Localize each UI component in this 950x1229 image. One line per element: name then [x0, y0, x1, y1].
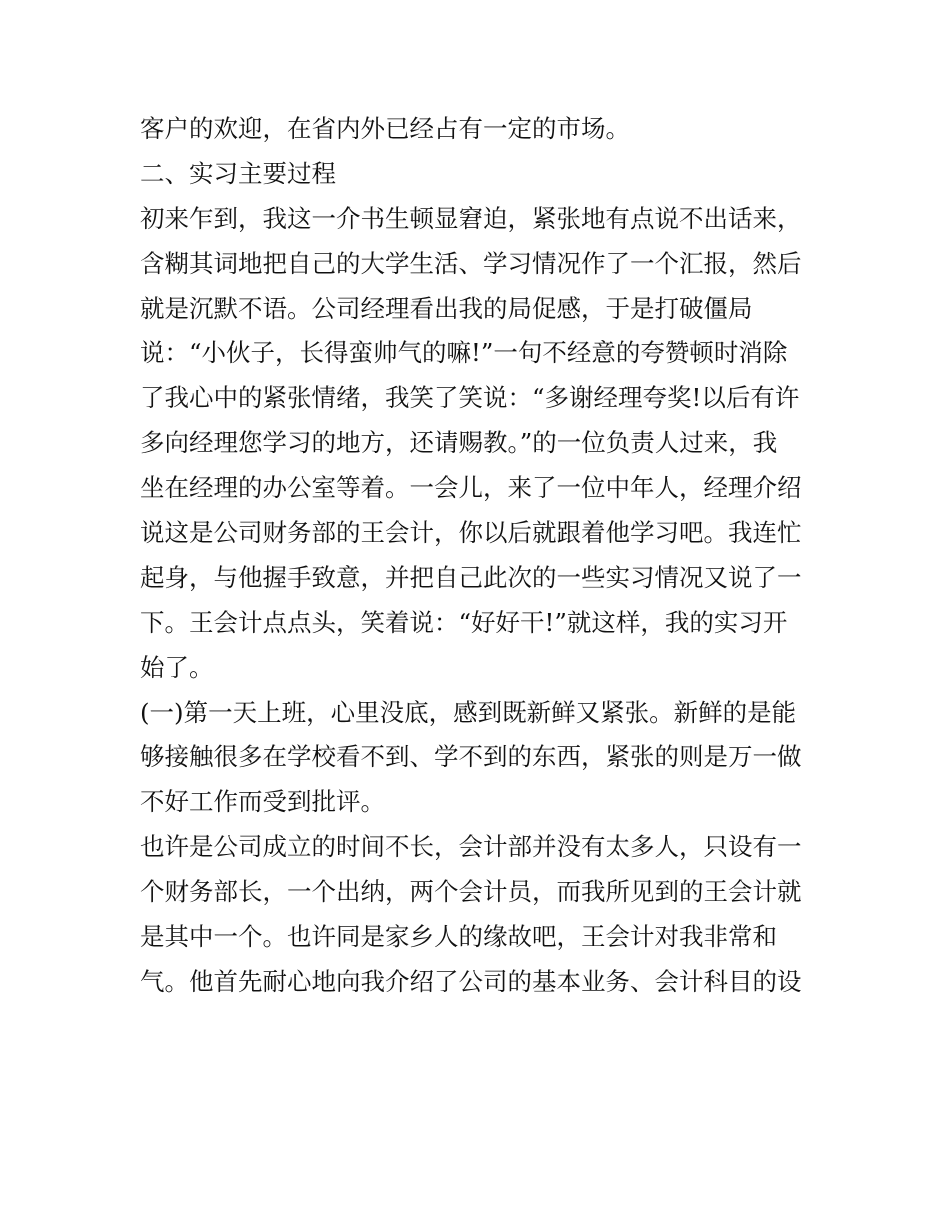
text-line: 初来乍到，我这一介书生顿显窘迫，紧张地有点说不出话来， — [140, 203, 802, 233]
text-line: 起身，与他握手致意，并把自己此次的一些实习情况又说了一 — [140, 562, 802, 592]
text-line: 也许是公司成立的时间不长，会计部并没有太多人，只设有一 — [140, 832, 802, 862]
text-line: 多向经理您学习的地方，还请赐教。”的一位负责人过来，我 — [140, 428, 778, 458]
text-line: 气。他首先耐心地向我介绍了公司的基本业务、会计科目的设 — [140, 966, 802, 996]
text-line: 始了。 — [140, 652, 214, 682]
text-line: 够接触很多在学校看不到、学不到的东西，紧张的则是万一做 — [140, 742, 802, 772]
text-line: 客户的欢迎，在省内外已经占有一定的市场。 — [140, 114, 630, 143]
text-line: 下。王会计点点头，笑着说：“好好干!”就这样，我的实习开 — [140, 607, 788, 637]
text-line: (一)第一天上班，心里没底，感到既新鲜又紧张。新鲜的是能 — [140, 697, 797, 727]
text-line: 就是沉默不语。公司经理看出我的局促感，于是打破僵局 — [140, 293, 753, 323]
text-line: 含糊其词地把自己的大学生活、学习情况作了一个汇报，然后 — [140, 248, 802, 278]
text-line: 了我心中的紧张情绪，我笑了笑说：“多谢经理夸奖!以后有许 — [140, 383, 800, 413]
text-line: 是其中一个。也许同是家乡人的缘故吧，王会计对我非常和 — [140, 922, 777, 952]
text-line: 说：“小伙子，长得蛮帅气的嘛!”一句不经意的夸赞顿时消除 — [140, 338, 788, 368]
text-line: 个财务部长，一个出纳，两个会计员，而我所见到的王会计就 — [140, 877, 802, 907]
text-line: 说这是公司财务部的王会计，你以后就跟着他学习吧。我连忙 — [140, 518, 802, 548]
section-heading: 二、实习主要过程 — [140, 158, 336, 188]
text-line: 坐在经理的办公室等着。一会儿，来了一位中年人，经理介绍 — [140, 473, 802, 503]
document-body — [140, 107, 820, 1005]
text-line: 不好工作而受到批评。 — [140, 787, 385, 817]
